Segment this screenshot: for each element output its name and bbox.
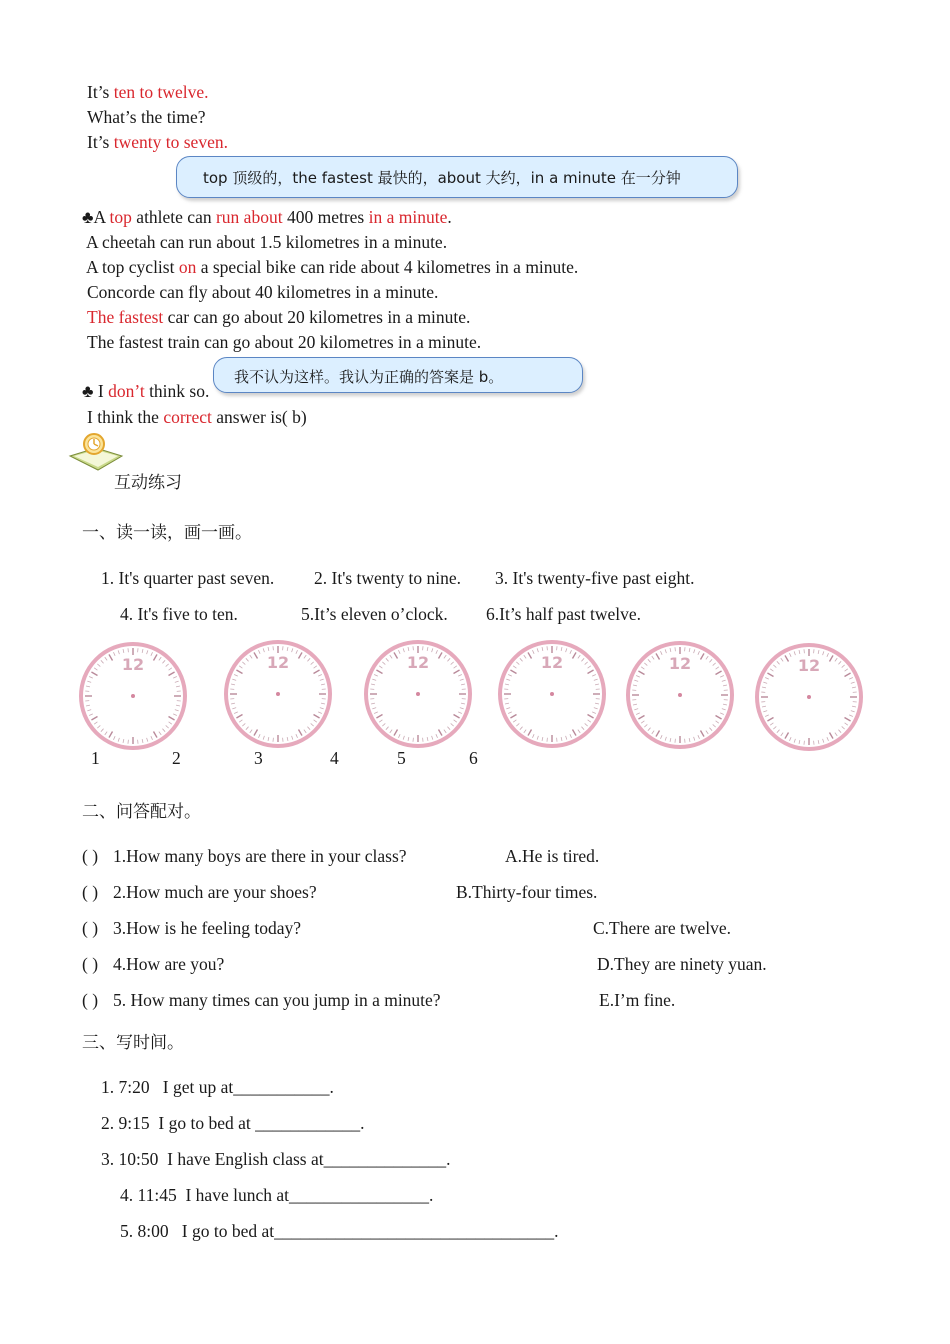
speed-line-part: The fastest train can go about 20 kilometres in a minute. bbox=[87, 332, 482, 352]
speed-line-part: in a minute bbox=[368, 207, 448, 227]
s3-blank-3[interactable]: ______________. bbox=[323, 1149, 451, 1169]
time-line-part: It’s bbox=[87, 82, 114, 102]
clock-number-3: 3 bbox=[254, 748, 263, 768]
think-line-2 bbox=[87, 407, 307, 428]
s3-time-1: 1. 7:20 bbox=[101, 1077, 150, 1097]
clock-center-dot bbox=[131, 694, 135, 698]
clock-number-5: 5 bbox=[397, 748, 406, 768]
translation-bubble bbox=[213, 357, 583, 393]
s3-time-5: 5. 8:00 bbox=[120, 1221, 169, 1241]
clock-face-6[interactable] bbox=[753, 641, 865, 753]
s3-item-3 bbox=[101, 1149, 450, 1170]
speed-line-part: The fastest bbox=[87, 307, 164, 327]
s2-bracket-1[interactable]: ( ) bbox=[82, 846, 99, 866]
speed-line-3 bbox=[86, 257, 578, 278]
translation-bubble-text: 我不认为这样。我认为正确的答案是 b。 bbox=[234, 368, 504, 386]
s3-item-4 bbox=[120, 1185, 433, 1206]
s2-bracket-2[interactable]: ( ) bbox=[82, 882, 99, 902]
think-line-1 bbox=[82, 381, 209, 402]
clock-face-1[interactable] bbox=[77, 640, 189, 752]
s2-bracket-3[interactable]: ( ) bbox=[82, 918, 99, 938]
s2-answer-c: C.There are twelve. bbox=[593, 918, 731, 938]
think-line-part: I think the bbox=[87, 407, 164, 427]
s3-blank-2[interactable]: ____________. bbox=[255, 1113, 365, 1133]
speed-line-part: athlete can bbox=[131, 207, 216, 227]
s3-text-3: I have English class at bbox=[167, 1149, 324, 1169]
clock-center-dot bbox=[416, 692, 420, 696]
s3-text-4: I have lunch at bbox=[185, 1185, 289, 1205]
speed-line-part: a special bike can ride about 4 kilometres in a minute. bbox=[196, 257, 579, 277]
s1-item-3: 3. It's twenty-five past eight. bbox=[495, 568, 695, 588]
clock-twelve-label: 12 bbox=[266, 653, 290, 672]
speed-line-part: on bbox=[178, 257, 197, 277]
clock-face-4[interactable] bbox=[496, 638, 608, 750]
think-line-part: correct bbox=[163, 407, 212, 427]
s1-item-4: 4. It's five to ten. bbox=[120, 604, 238, 624]
time-line-part: It’s bbox=[87, 132, 114, 152]
s2-answer-e: E.I’m fine. bbox=[599, 990, 676, 1010]
clock-center-dot bbox=[807, 695, 811, 699]
time-line-part: ten to twelve. bbox=[113, 82, 209, 102]
speed-line-part: Concorde can fly about 40 kilometres in a minute. bbox=[87, 282, 439, 302]
s3-item-1 bbox=[101, 1077, 334, 1098]
speed-line-part: 400 metres bbox=[282, 207, 369, 227]
s3-time-2: 2. 9:15 bbox=[101, 1113, 150, 1133]
speed-line-part: . bbox=[447, 207, 452, 227]
think-line-part: don’t bbox=[108, 381, 145, 401]
s1-item-2: 2. It's twenty to nine. bbox=[314, 568, 462, 588]
s2-question-5: 5. How many times can you jump in a minute? bbox=[113, 990, 441, 1010]
speed-line-part: A top cyclist bbox=[86, 257, 179, 277]
s1-item-1: 1. It's quarter past seven. bbox=[101, 568, 275, 588]
time-line-part: What’s the time? bbox=[87, 107, 206, 127]
speed-line-6 bbox=[87, 332, 481, 353]
clock-twelve-label: 12 bbox=[121, 655, 145, 674]
practice-title: 互动练习 bbox=[114, 473, 182, 493]
think-line-part: answer is( b) bbox=[211, 407, 307, 427]
clock-twelve-label: 12 bbox=[797, 656, 821, 675]
clock-twelve-label: 12 bbox=[406, 653, 430, 672]
clock-number-1: 1 bbox=[91, 748, 100, 768]
s2-question-4: 4.How are you? bbox=[113, 954, 225, 974]
clock-number-6: 6 bbox=[469, 748, 478, 768]
s2-question-2: 2.How much are your shoes? bbox=[113, 882, 317, 902]
think-line-part: ♣ I bbox=[82, 381, 109, 401]
speed-line-1 bbox=[82, 207, 452, 228]
s3-text-1: I get up at bbox=[162, 1077, 234, 1097]
clock-face-2[interactable] bbox=[222, 638, 334, 750]
time-line-part: twenty to seven. bbox=[113, 132, 228, 152]
vocab-bubble bbox=[176, 156, 738, 198]
s3-text-2: I go to bed at bbox=[158, 1113, 256, 1133]
clock-center-dot bbox=[550, 692, 554, 696]
speed-line-2 bbox=[86, 232, 447, 253]
think-line-part: think so. bbox=[144, 381, 210, 401]
speed-line-4 bbox=[87, 282, 438, 303]
clock-face-3[interactable] bbox=[362, 638, 474, 750]
s2-answer-b: B.Thirty-four times. bbox=[456, 882, 598, 902]
section1-title: 一、读一读，画一画。 bbox=[82, 523, 252, 543]
s3-blank-4[interactable]: ________________. bbox=[288, 1185, 434, 1205]
section3-title: 三、写时间。 bbox=[82, 1033, 184, 1053]
s1-item-6: 6.It’s half past twelve. bbox=[486, 604, 642, 624]
s3-time-4: 4. 11:45 bbox=[120, 1185, 177, 1205]
clock-twelve-label: 12 bbox=[668, 654, 692, 673]
s3-item-5 bbox=[120, 1221, 558, 1242]
s2-question-1: 1.How many boys are there in your class? bbox=[113, 846, 407, 866]
section2-title: 二、问答配对。 bbox=[82, 802, 201, 822]
s2-question-3: 3.How is he feeling today? bbox=[113, 918, 302, 938]
speed-line-part: ♣A bbox=[82, 207, 110, 227]
clock-number-2: 2 bbox=[172, 748, 181, 768]
s2-bracket-5[interactable]: ( ) bbox=[82, 990, 99, 1010]
clock-center-dot bbox=[276, 692, 280, 696]
s3-blank-1[interactable]: ___________. bbox=[233, 1077, 334, 1097]
s3-item-2 bbox=[101, 1113, 364, 1134]
speed-line-part: A cheetah can run about 1.5 kilometres in a minute. bbox=[86, 232, 448, 252]
s3-text-5: I go to bed at bbox=[181, 1221, 275, 1241]
s2-answer-d: D.They are ninety yuan. bbox=[597, 954, 767, 974]
clock-twelve-label: 12 bbox=[540, 653, 564, 672]
clock-center-dot bbox=[678, 693, 682, 697]
speed-line-5 bbox=[87, 307, 470, 328]
vocab-bubble-text: top 顶级的，the fastest 最快的，about 大约，in a minute 在一分钟 bbox=[203, 169, 681, 187]
s2-bracket-4[interactable]: ( ) bbox=[82, 954, 99, 974]
speed-line-part: car can go about 20 kilometres in a minute. bbox=[163, 307, 471, 327]
speed-line-part: run about bbox=[215, 207, 283, 227]
speed-line-part: top bbox=[109, 207, 132, 227]
clock-number-4: 4 bbox=[330, 748, 339, 768]
s1-item-5: 5.It’s eleven o’clock. bbox=[301, 604, 448, 624]
s3-blank-5[interactable]: ________________________________. bbox=[274, 1221, 559, 1241]
s2-answer-a: A.He is tired. bbox=[505, 846, 600, 866]
time-line-1 bbox=[87, 82, 209, 103]
time-line-2 bbox=[87, 107, 206, 128]
clock-face-5[interactable] bbox=[624, 639, 736, 751]
s3-time-3: 3. 10:50 bbox=[101, 1149, 159, 1169]
time-line-3 bbox=[87, 132, 228, 153]
